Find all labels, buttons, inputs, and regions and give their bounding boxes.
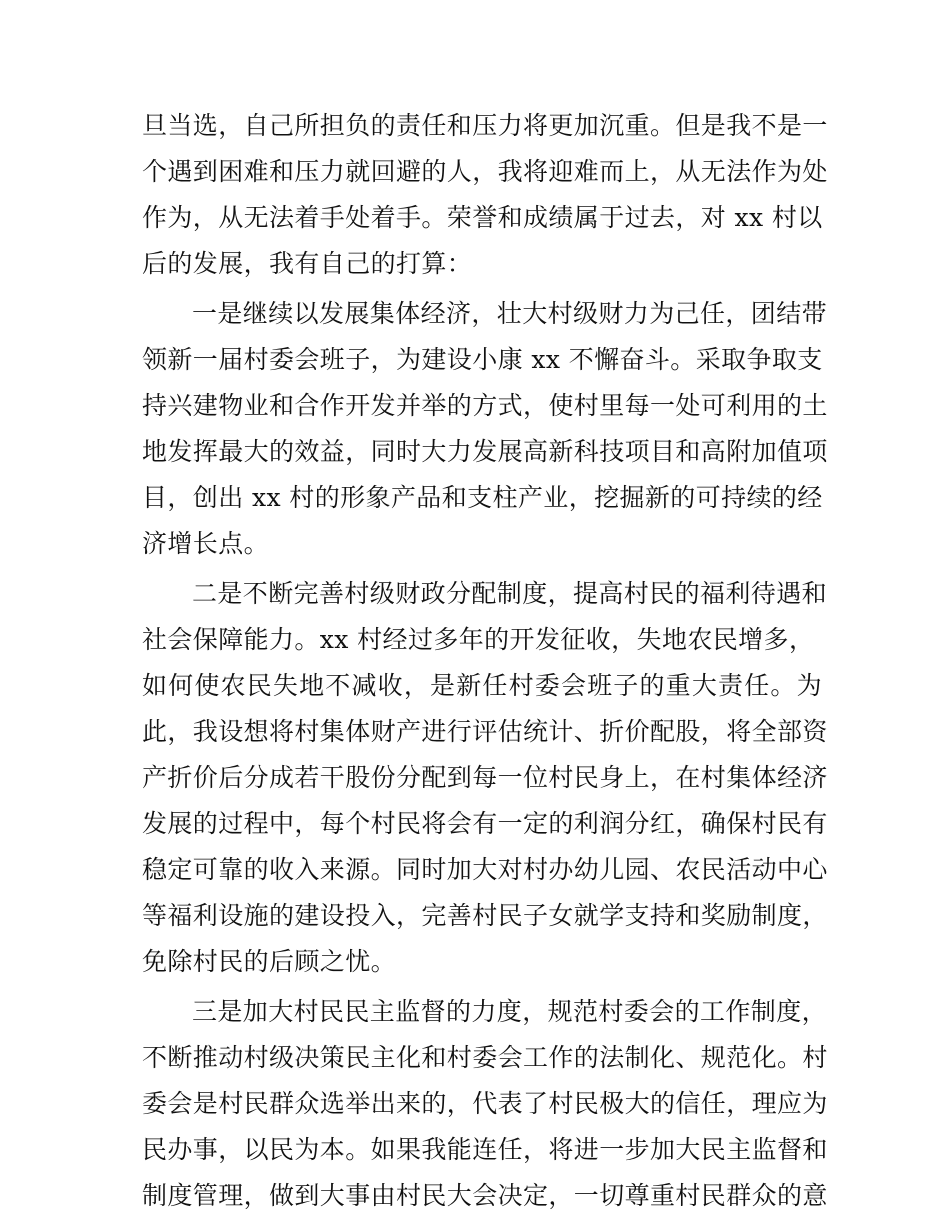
paragraph-second-point	[142, 571, 828, 985]
text-line: 一是继续以发展集体经济，壮大村级财力为己任，团结带	[192, 299, 828, 328]
text-line: 不断推动村级决策民主化和村委会工作的法制化、规范化。村	[142, 1043, 828, 1072]
text-line: 持兴建物业和合作开发并举的方式，使村里每一处可利用的土	[142, 391, 828, 420]
text-line: 个遇到困难和压力就回避的人，我将迎难而上，从无法作为处	[142, 157, 828, 186]
text-line: 目，创出 xx 村的形象产品和支柱产业，挖掘新的可持续的经	[142, 483, 823, 512]
document-body	[142, 103, 828, 1219]
paragraph-continuation	[142, 103, 828, 287]
text-line: 社会保障能力。xx 村经过多年的开发征收，失地农民增多，	[142, 625, 815, 654]
text-line: 作为，从无法着手处着手。荣誉和成绩属于过去，对 xx 村以	[142, 203, 823, 232]
text-line: 二是不断完善村级财政分配制度，提高村民的福利待遇和	[192, 579, 828, 608]
text-line: 后的发展，我有自己的打算：	[142, 249, 473, 278]
text-line: 等福利设施的建设投入，完善村民子女就学支持和奖励制度，	[142, 901, 828, 930]
text-line: 民办事，以民为本。如果我能连任，将进一步加大民主监督和	[142, 1135, 828, 1164]
text-line: 此，我设想将村集体财产进行评估统计、折价配股，将全部资	[142, 717, 828, 746]
text-line: 制度管理，做到大事由村民大会决定，一切尊重村民群众的意	[142, 1181, 828, 1210]
text-line: 地发挥最大的效益，同时大力发展高新科技项目和高附加值项	[142, 437, 828, 466]
text-line: 发展的过程中，每个村民将会有一定的利润分红，确保村民有	[142, 809, 828, 838]
text-line: 三是加大村民民主监督的力度，规范村委会的工作制度，	[192, 997, 828, 1026]
paragraph-third-point	[142, 989, 828, 1219]
paragraph-first-point	[142, 291, 828, 567]
text-line: 济增长点。	[142, 529, 270, 558]
text-line: 委会是村民群众选举出来的，代表了村民极大的信任，理应为	[142, 1089, 828, 1118]
text-line: 产折价后分成若干股份分配到每一位村民身上，在村集体经济	[142, 763, 828, 792]
text-line: 如何使农民失地不减收，是新任村委会班子的重大责任。为	[142, 671, 822, 700]
text-line: 旦当选，自己所担负的责任和压力将更加沉重。但是我不是一	[142, 111, 828, 140]
text-line: 稳定可靠的收入来源。同时加大对村办幼儿园、农民活动中心	[142, 855, 828, 884]
text-line: 领新一届村委会班子，为建设小康 xx 不懈奋斗。采取争取支	[142, 345, 823, 374]
text-line: 免除村民的后顾之忧。	[142, 947, 397, 976]
